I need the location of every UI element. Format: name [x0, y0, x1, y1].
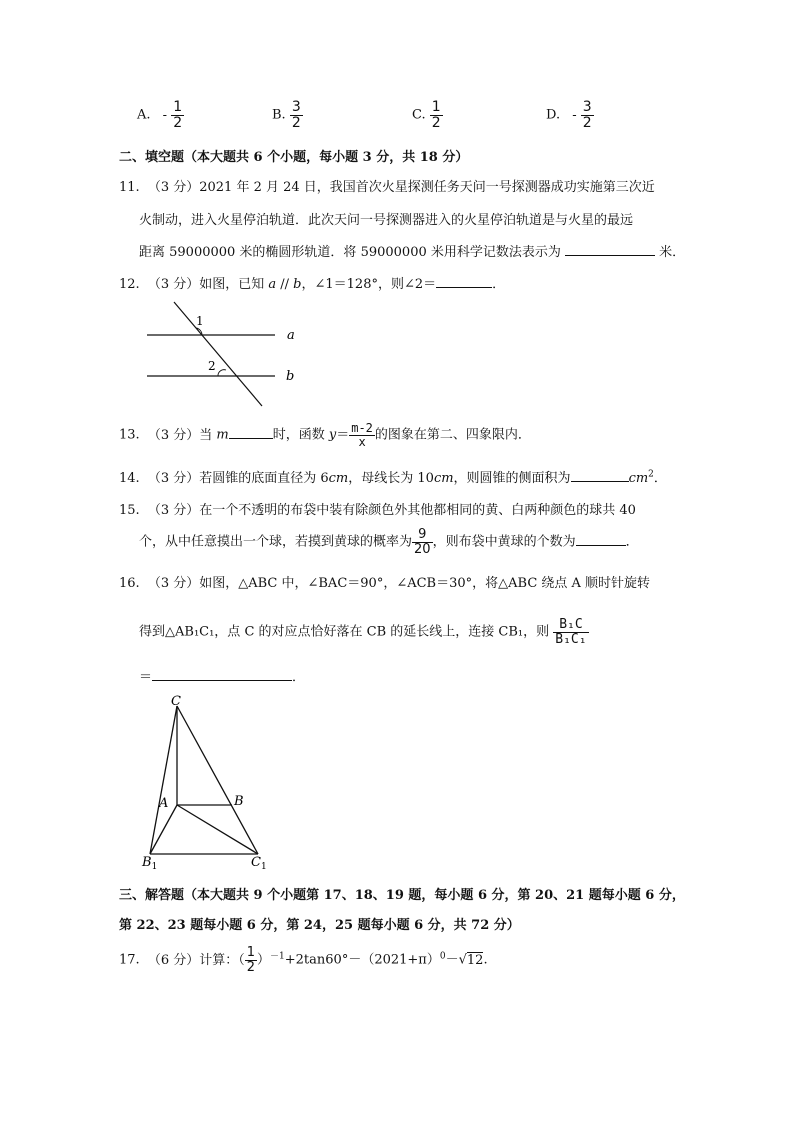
- line-label-a: a: [287, 328, 295, 343]
- question-text: 的图象在第二、四象限内．: [374, 427, 531, 443]
- question-text: +2tan60°－（2021+π）: [284, 952, 440, 968]
- option-b: [272, 100, 303, 130]
- option-fraction: [430, 100, 443, 130]
- angle-2-arc: [218, 370, 226, 376]
- question-number: 14.: [119, 471, 140, 486]
- answer-blank: [571, 469, 629, 482]
- question-text: ，则圆锥的侧面积为: [453, 471, 571, 486]
- question-15-line2: [139, 528, 639, 556]
- option-sign: -: [572, 107, 577, 123]
- question-end: .: [483, 952, 488, 968]
- question-number: 16.: [119, 576, 140, 591]
- fraction-numerator: 1: [431, 99, 441, 115]
- point-label-A: A: [159, 796, 169, 811]
- answer-blank: [229, 426, 273, 439]
- fraction-numerator: 1: [173, 99, 183, 115]
- question-text: ，则布袋中黄球的个数为: [432, 534, 576, 550]
- question-text: （3 分）如图，已知: [147, 277, 269, 292]
- fraction-numerator: 1: [246, 945, 256, 960]
- option-label: A.: [137, 107, 151, 123]
- equals: ＝: [139, 670, 153, 685]
- question-text: 时，函数: [272, 427, 329, 443]
- answer-blank: [576, 533, 626, 546]
- question-text: （3 分）当: [147, 427, 217, 443]
- section-heading: 三、解答题（本大题共 9 个小题第 17、18、19 题，每小题 6 分，第 20、21 题每小题 6 分，: [119, 888, 685, 903]
- question-text: 米．: [659, 245, 686, 260]
- answer-blank: [436, 275, 492, 288]
- option-sign: -: [162, 107, 168, 123]
- question-number: 13.: [119, 427, 140, 443]
- question-text: 火制动，进入火星停泊轨道．此次天问一号探测器进入的火星停泊轨道是与火星的最远: [139, 213, 634, 228]
- question-text: ，∠1＝128°，则∠2＝: [301, 277, 437, 292]
- section-heading: 二、填空题（本大题共 6 个小题，每小题 3 分，共 18 分）: [119, 150, 469, 165]
- exponent: －1: [270, 951, 285, 962]
- fraction-denominator: 2: [291, 114, 301, 131]
- option-d: [546, 100, 594, 130]
- option-fraction: [290, 100, 303, 130]
- question-text: （3 分）2021 年 2 月 24 日，我国首次火星探测任务天问一号探测器成功实施第三次近: [147, 180, 655, 195]
- unit-cm: cm: [628, 471, 649, 486]
- question-text: （6 分）计算：（: [147, 952, 245, 968]
- segment-AC1: [177, 805, 258, 854]
- question-text: ，母线长为 10: [348, 471, 434, 486]
- unit-exponent: 2: [648, 469, 654, 480]
- radicand: 12: [466, 952, 484, 968]
- unit-cm: cm: [433, 471, 454, 486]
- fraction-denominator: 2: [246, 959, 256, 975]
- angle-label-2: 2: [208, 359, 216, 373]
- var-y: y: [328, 427, 337, 443]
- fraction-denominator: 2: [582, 114, 592, 131]
- question-text: 个，从中任意摸出一个球，若摸到黄球的概率为: [139, 534, 413, 550]
- question-15: [119, 499, 636, 518]
- fraction-denominator: 20: [414, 541, 431, 557]
- fraction-denominator: x: [358, 434, 366, 449]
- question-11-line3: [139, 241, 685, 260]
- question-16: [119, 572, 650, 591]
- question-text: （3 分）若圆锥的底面直径为 6: [147, 471, 329, 486]
- section-heading-continued: 第 22、23 题每小题 6 分，第 24，25 题每小题 6 分，共 72 分）: [119, 918, 520, 933]
- exponent: 0: [439, 951, 446, 962]
- option-label: D.: [546, 107, 561, 123]
- question-number: 17.: [119, 952, 140, 968]
- question-number: 11.: [119, 180, 140, 195]
- point-label-C1: $C_1$: [251, 855, 267, 872]
- option-c: [412, 100, 443, 130]
- unit-cm: cm: [328, 471, 349, 486]
- fraction-numerator: 3: [291, 99, 301, 115]
- fraction-numerator: B₁C: [553, 618, 588, 633]
- point-label-B: B: [234, 794, 244, 809]
- option-fraction: [581, 100, 594, 130]
- question-end: ．: [292, 670, 306, 685]
- fraction-numerator: 9: [412, 528, 433, 543]
- question-13: [119, 422, 531, 448]
- segment-CB1: [150, 706, 177, 854]
- sqrt-icon: √: [458, 952, 467, 968]
- question-12: [119, 273, 505, 292]
- fraction-denominator: 2: [173, 114, 183, 131]
- option-a: [137, 100, 184, 130]
- question-end: ．: [653, 471, 667, 486]
- segment-CC1: [177, 706, 258, 854]
- question-16-line3: [139, 666, 305, 685]
- fraction-denominator: B₁C₁: [555, 631, 587, 647]
- var-a: a: [268, 277, 277, 292]
- half-fraction: [245, 946, 257, 974]
- var-b: b: [293, 277, 302, 292]
- option-label: C.: [412, 107, 426, 123]
- var-m: m: [216, 427, 229, 443]
- fraction-numerator: 3: [582, 99, 592, 115]
- answer-blank: [565, 243, 655, 256]
- option-label: B.: [272, 107, 286, 123]
- parallel-symbol: //: [276, 277, 294, 292]
- function-fraction: [349, 422, 375, 448]
- fraction-numerator: m-2: [351, 421, 373, 435]
- question-17: [119, 946, 488, 974]
- triangle-rotation-figure: [138, 690, 278, 872]
- question-text: 距离 59000000 米的椭圆形轨道．将 59000000 米用科学记数法表示为: [139, 245, 561, 260]
- question-14: [119, 467, 667, 486]
- question-text: （3 分）在一个不透明的布袋中装有除颜色外其他都相同的黄、白两种颜色的球共 40: [147, 503, 636, 518]
- question-11: [119, 176, 655, 195]
- parallel-lines-figure: [140, 300, 310, 410]
- line-label-b: b: [286, 369, 295, 384]
- question-text: （3 分）如图，△ABC 中，∠BAC＝90°，∠ACB＝30°，将△ABC 绕点 A 顺时针旋转: [147, 576, 651, 591]
- answer-blank: [152, 668, 292, 681]
- question-16-line2: [139, 618, 589, 646]
- point-label-B1: $B_1$: [142, 855, 158, 872]
- angle-label-1: 1: [196, 314, 204, 328]
- point-label-C: C: [171, 694, 181, 709]
- question-number: 15.: [119, 503, 140, 518]
- option-fraction: [171, 100, 184, 130]
- question-text: ）: [257, 952, 271, 968]
- question-end: ．: [492, 277, 506, 292]
- question-text: －: [445, 952, 459, 968]
- transversal-line: [174, 302, 262, 406]
- equals: ＝: [336, 427, 350, 443]
- probability-fraction: [412, 528, 433, 556]
- question-number: 12.: [119, 277, 140, 292]
- fraction-denominator: 2: [431, 114, 441, 131]
- question-text: 得到△AB₁C₁，点 C 的对应点恰好落在 CB 的延长线上，连接 CB₁，则: [139, 624, 550, 640]
- ratio-fraction: [553, 618, 588, 646]
- question-end: ．: [625, 534, 639, 550]
